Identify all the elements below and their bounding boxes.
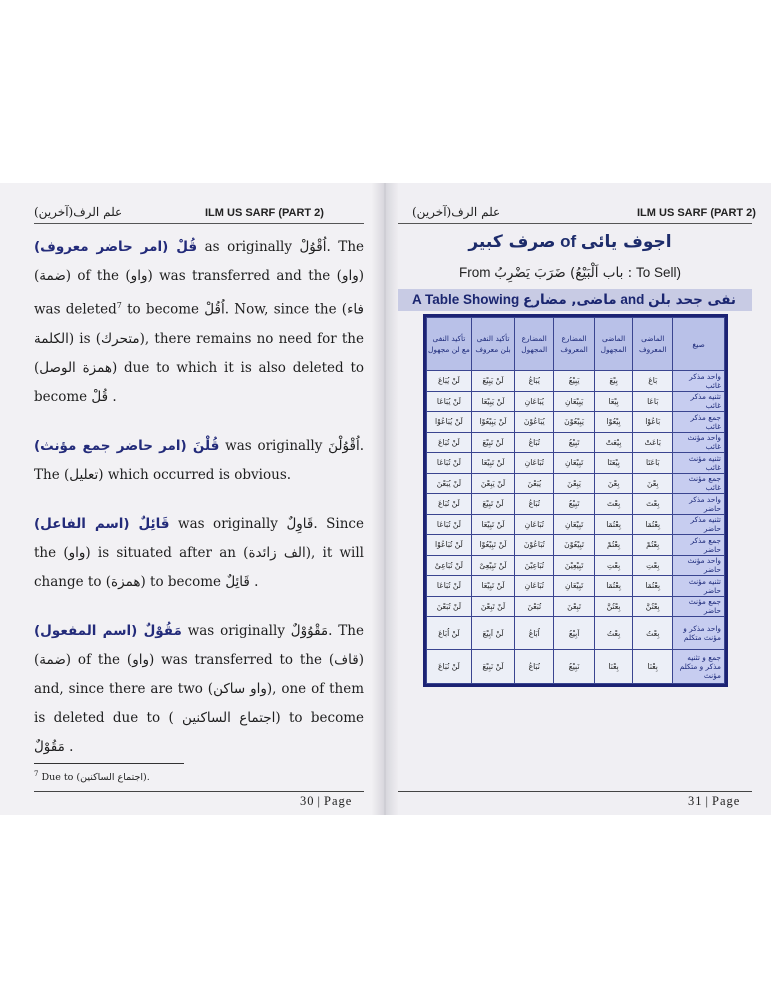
separator: | <box>705 794 710 808</box>
table-header-cell: الماضی المعروف <box>633 318 673 371</box>
right-header-title: ILM US SARF (PART 2) <box>637 207 756 219</box>
table-cell: تُبَاعُ <box>515 494 554 515</box>
text: ) was deleted <box>34 268 365 318</box>
arabic-word: همزة الوصل <box>39 359 113 376</box>
text: was originally <box>181 622 291 639</box>
table-cell: بِعْنَا <box>594 650 632 684</box>
table-cell: یَبِیْعُ <box>554 371 595 392</box>
conjugation-table-frame <box>423 314 728 687</box>
arabic-word: الف زائدة <box>248 544 306 561</box>
table-cell: تُبَاعَانِ <box>515 453 554 474</box>
table-cell: بِعْتُمَا <box>594 576 632 597</box>
table-body <box>427 371 725 684</box>
band-text: A Table Showing <box>411 292 523 307</box>
form-label-cell: جمع و تثنیه مذکر و متکلم مؤنث <box>673 650 725 684</box>
table-cell: بَاعَا <box>633 391 673 412</box>
book-spread <box>0 183 771 815</box>
arabic-word: اُقْوُلْ <box>299 239 327 255</box>
table-cell: بَاعَتْ <box>633 432 673 453</box>
paragraph-4 <box>34 617 364 762</box>
table-cell: تَبِیْعُوْنَ <box>554 535 595 556</box>
conjugation-table <box>426 317 725 684</box>
table-cell: لَنْ تَبِیْعُوْا <box>471 535 514 556</box>
arabic-word: واو ساكن <box>213 680 267 697</box>
table-header-cell: المضارع المجهول <box>515 318 554 371</box>
footnote-ref: 7 <box>116 301 122 310</box>
table-cell: لَنْ یُبَاعَا <box>427 391 472 412</box>
table-cell: لَنْ تُبَاعُوْا <box>427 535 472 556</box>
table-cell: لَنْ اَبِیْعَ <box>471 617 514 650</box>
table-cell: یُبَاعُ <box>515 371 554 392</box>
table-row <box>427 494 725 515</box>
arabic-word: تعليل <box>69 466 99 483</box>
from-label: From <box>458 265 495 280</box>
band-arabic-2: نفی جحد بلن <box>648 292 737 308</box>
left-header-rule <box>34 223 364 224</box>
table-cell: لَنْ یَبِیْعُوْا <box>471 412 514 433</box>
left-footer-rule <box>34 791 364 792</box>
table-cell: لَنْ تَبِیْعَ <box>471 494 514 515</box>
table-cell: بِعْتُمَا <box>633 514 673 535</box>
left-page <box>0 183 385 815</box>
table-cell: بِعْتُنَّ <box>633 596 673 617</box>
table-cell: لَنْ تَبِیْعِیْ <box>471 555 514 576</box>
band-arabic: ماضی, مضارع <box>522 292 617 308</box>
table-cell: لَنْ یَبِیْعَا <box>471 391 514 412</box>
arabic-word: قاف <box>334 651 359 668</box>
arabic-word: قُلْ <box>91 388 109 405</box>
text: . Now, since the ( <box>224 301 348 318</box>
band-and: and <box>616 292 649 307</box>
arabic-word: همزة <box>111 573 141 590</box>
arabic-word: واو <box>130 268 148 284</box>
from-arabic: باب اَلْبَیْعُ) ضَرَبَ یَضْرِبُ : <box>494 265 633 281</box>
table-cell: تَبِیْعَانِ <box>554 453 595 474</box>
table-cell: تُبَاعِیْنَ <box>515 555 554 576</box>
table-cell: تُبَاعُ <box>515 432 554 453</box>
table-row <box>427 535 725 556</box>
table-cell: بِعْتِ <box>594 555 632 576</box>
table-cell: لَنْ نُبَاعَ <box>427 650 472 684</box>
book-gutter <box>372 183 398 815</box>
form-label-cell: تثنیه مذکر غائب <box>673 391 725 412</box>
arabic-word: قَاوِلٌ <box>286 515 314 532</box>
table-cell: لَنْ یُبَاعَ <box>427 371 472 392</box>
text: as originally <box>197 239 300 255</box>
term-maqul: مَقُوْلٌ (اسم المفعول) <box>34 622 182 639</box>
text: . <box>108 388 117 405</box>
table-cell: لَنْ تُبَاعِیْ <box>427 555 472 576</box>
from-line <box>420 265 720 281</box>
table-cell: لَنْ یَبِعْنَ <box>471 473 514 494</box>
arabic-word: اجتماع الساكنين <box>182 709 276 726</box>
table-cell: لَنْ تَبِیْعَا <box>471 453 514 474</box>
table-cell: تَبِیْعِیْنَ <box>554 555 595 576</box>
table-cell: لَنْ تَبِیْعَا <box>471 576 514 597</box>
arabic-word: فاء الكلمة <box>34 301 364 347</box>
table-cell: لَنْ تُبَاعَا <box>427 453 472 474</box>
text: . The ( <box>34 622 364 668</box>
right-footer-rule <box>398 791 752 792</box>
page-number: 30 <box>300 794 315 808</box>
table-cell: بِعْنَ <box>594 473 632 494</box>
footnote-end: ). <box>143 772 150 784</box>
right-header-rule <box>398 223 752 224</box>
table-cell: لَنْ تُبَاعَا <box>427 514 472 535</box>
table-header-cell: المضارع المعروف <box>554 318 595 371</box>
table-cell: تُبَاعَانِ <box>515 514 554 535</box>
form-label-cell: تثنیه مذکر حاضر <box>673 514 725 535</box>
table-cell: یُبَاعُوْنَ <box>515 412 554 433</box>
text: ), it will change to ( <box>34 544 364 590</box>
table-row <box>427 650 725 684</box>
table-row <box>427 596 725 617</box>
table-cell: تُبَعْنَ <box>515 596 554 617</box>
term-qul: قُلْ (امر حاضر معروف) <box>34 239 198 255</box>
table-cell: بِعْتُنَّ <box>594 596 632 617</box>
table-cell: بِعْنَ <box>633 473 673 494</box>
form-label-cell: جمع مذکر حاضر <box>673 535 725 556</box>
text: . <box>64 738 74 755</box>
form-label-cell: تثنیه مؤنث حاضر <box>673 576 725 597</box>
arabic-word: ضمة <box>39 268 66 284</box>
right-header-arabic: علم الرف(آخرين) <box>412 205 501 219</box>
term-qail: قَائِلٌ (اسم الفاعل) <box>34 515 170 532</box>
form-label-cell: جمع مؤنث حاضر <box>673 596 725 617</box>
table-cell: لَنْ نَبِیْعَ <box>471 650 514 684</box>
footnote <box>34 770 150 783</box>
table-cell: بِعْتُمْ <box>633 535 673 556</box>
table-cell: بَاعَتَا <box>633 453 673 474</box>
table-cell: بَاعَ <box>633 371 673 392</box>
left-header-arabic: علم الرف(آخرين) <box>34 205 123 219</box>
arabic-word: ضمة <box>39 651 66 668</box>
table-row <box>427 432 725 453</box>
table-cell: اَبِیْعُ <box>554 617 595 650</box>
footnote-rule <box>34 763 184 764</box>
table-cell: یَبِیْعَانِ <box>554 391 595 412</box>
text: . <box>249 573 259 590</box>
arabic-word: واو <box>341 268 359 284</box>
table-row <box>427 473 725 494</box>
text: ) and, since there are two ( <box>34 651 364 697</box>
arabic-word: اُقْوُلْنَ <box>328 437 360 454</box>
footnote-mark: 7 <box>34 770 39 778</box>
table-cell: بِیْعَتَا <box>594 453 632 474</box>
left-page-number <box>300 794 352 809</box>
table-cell: اُبَاعُ <box>515 617 554 650</box>
table-cell: بِعْتُمَا <box>633 576 673 597</box>
table-row <box>427 371 725 392</box>
paragraph-2 <box>34 432 364 490</box>
table-cell: نُبَاعُ <box>515 650 554 684</box>
table-row <box>427 617 725 650</box>
table-cell: لَنْ تَبِیْعَ <box>471 432 514 453</box>
form-label-cell: جمع مذکر غائب <box>673 412 725 433</box>
table-cell: بِعْتُ <box>594 617 632 650</box>
form-label-cell: واحد مذکر حاضر <box>673 494 725 515</box>
text: to become <box>121 301 205 318</box>
table-cell: بِیْعُوْا <box>594 412 632 433</box>
page-word: Page <box>712 794 741 808</box>
right-page-number <box>688 794 740 809</box>
table-cell: لَنْ اُبَاعَ <box>427 617 472 650</box>
table-cell: نَبِیْعُ <box>554 650 595 684</box>
table-cell: تَبِعْنَ <box>554 596 595 617</box>
table-cell: تَبِیْعَانِ <box>554 576 595 597</box>
form-label-cell: جمع مؤنث غائب <box>673 473 725 494</box>
table-cell: بِعْتُمْ <box>594 535 632 556</box>
table-cell: لَنْ تُبَاعَ <box>427 432 472 453</box>
table-cell: بِعْتُ <box>633 617 673 650</box>
table-cell: بِیْعَتْ <box>594 432 632 453</box>
text: ) was transferred to the ( <box>148 651 335 668</box>
table-cell: لَنْ تَبِیْعَا <box>471 514 514 535</box>
left-header-title: ILM US SARF (PART 2) <box>205 207 324 219</box>
term-qulna: قُلْنَ (امر حاضر جمع مؤنث) <box>34 437 220 454</box>
text: ) to become <box>140 573 226 590</box>
text: ), there remains no need for the ( <box>34 330 364 376</box>
table-cell: بِعْتَ <box>633 494 673 515</box>
table-row <box>427 576 725 597</box>
form-label-cell: واحد مذکر غائب <box>673 371 725 392</box>
table-row <box>427 555 725 576</box>
from-english: To Sell) <box>632 265 682 280</box>
table-cell: تَبِیْعُ <box>554 494 595 515</box>
table-header-cell: صیغ <box>673 318 725 371</box>
table-header-row <box>427 318 725 371</box>
arabic-word: مَقُوْلٌ <box>34 738 65 755</box>
title-arabic: اجوف یائی <box>580 232 672 252</box>
text: was originally <box>169 515 287 532</box>
table-cell: تَبِیْعُ <box>554 432 595 453</box>
arabic-word: مَقْوُوْلٌ <box>290 622 329 639</box>
table-cell: بِیْعَ <box>594 371 632 392</box>
table-header-cell: تأکید النفی مع لن مجهول <box>427 318 472 371</box>
table-row <box>427 391 725 412</box>
text: ) was transferred and the ( <box>147 268 342 284</box>
table-cell: لَنْ تَبِعْنَ <box>471 596 514 617</box>
text: ) of the ( <box>65 651 133 668</box>
table-cell: بِیْعَا <box>594 391 632 412</box>
page-number: 31 <box>688 794 703 808</box>
text: . Since the ( <box>34 515 364 561</box>
arabic-word: متحرك <box>101 330 140 347</box>
table-cell: تُبَاعَانِ <box>515 576 554 597</box>
arabic-word: واو <box>68 544 86 561</box>
text: ) is ( <box>68 330 102 347</box>
table-row <box>427 453 725 474</box>
table-cell: لَنْ تُبَعْنَ <box>427 596 472 617</box>
table-row <box>427 514 725 535</box>
text: ) which occurred is obvious. <box>98 466 292 483</box>
text: . The ( <box>34 239 364 284</box>
table-cell: بِعْتَ <box>594 494 632 515</box>
form-label-cell: واحد مذکر و مؤنث متکلم <box>673 617 725 650</box>
table-cell: لَنْ یُبَعْنَ <box>427 473 472 494</box>
table-cell: بِعْتِ <box>633 555 673 576</box>
table-cell: تُبَاعُوْنَ <box>515 535 554 556</box>
table-header-cell: تأکید النفی بلن معروف <box>471 318 514 371</box>
text: ) of the ( <box>65 268 131 284</box>
table-cell: لَنْ تُبَاعَ <box>427 494 472 515</box>
table-header-cell: الماضی المجهول <box>594 318 632 371</box>
text: ), one of them is deleted due to ( <box>34 680 365 726</box>
table-cell: بِعْنَا <box>633 650 673 684</box>
text: ) due to which it is also deleted to become <box>34 359 364 405</box>
text: ) to become <box>275 709 365 726</box>
text: was originally <box>219 437 329 454</box>
footnote-arabic: اجتماع الساكنين <box>80 772 143 784</box>
form-label-cell: واحد مؤنث غائب <box>673 432 725 453</box>
arabic-word: واو <box>132 651 149 668</box>
paragraph-1 <box>34 233 364 412</box>
table-cell: تَبِیْعَانِ <box>554 514 595 535</box>
title-of: of <box>555 232 581 251</box>
page-word: Page <box>324 794 353 808</box>
table-cell: لَنْ تُبَاعَا <box>427 576 472 597</box>
table-caption-band <box>396 289 752 311</box>
text: ) is situated after an ( <box>85 544 249 561</box>
arabic-word: اُقُلْ <box>204 301 225 318</box>
footnote-text: Due to ( <box>38 772 81 784</box>
table-cell: لَنْ یَبِیْعَ <box>471 371 514 392</box>
table-row <box>427 412 725 433</box>
form-label-cell: تثنیه مؤنث غائب <box>673 453 725 474</box>
table-cell: یَبِعْنَ <box>554 473 595 494</box>
table-cell: بَاعُوْا <box>633 412 673 433</box>
separator: | <box>317 794 322 808</box>
table-cell: لَنْ یُبَاعُوْا <box>427 412 472 433</box>
section-title <box>420 232 720 252</box>
form-label-cell: واحد مؤنث حاضر <box>673 555 725 576</box>
table-cell: یُبَعْنَ <box>515 473 554 494</box>
table-cell: یَبِیْعُوْنَ <box>554 412 595 433</box>
table-cell: یُبَاعَانِ <box>515 391 554 412</box>
table-cell: بِعْتُمَا <box>594 514 632 535</box>
title-arabic-2: صرف کبیر <box>468 232 556 252</box>
arabic-word: قَائِلٌ <box>225 573 250 590</box>
text: . The ( <box>34 437 364 483</box>
left-body <box>34 233 364 782</box>
paragraph-3 <box>34 510 364 597</box>
